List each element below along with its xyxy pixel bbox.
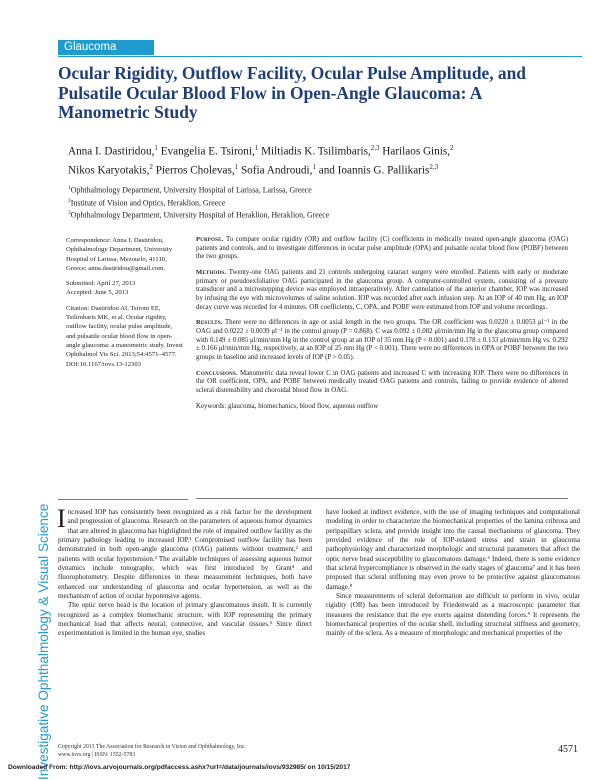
affiliation: [68, 183, 578, 196]
affiliation-sup: 1: [68, 185, 71, 191]
author-affil-sup: 2: [450, 144, 454, 152]
author-name: Sofia Androudi,: [240, 164, 313, 177]
abstract-text: To compare ocular rigidity (OR) and outflow facility (C) coefficients in medically treated open-angle glaucoma (OAG) patients and controls, and to investigate differences in ocular pulse amplitude (OPA) and pulsatile ocular blood flow (POBF) between the two groups.: [196, 236, 568, 261]
author-affil-sup: 1: [312, 163, 316, 172]
abstract-text: Manometric data reveal lower C in OAG patients and increased C with increasing IOP. There were no differences in the OR coefficient, OPA, and POBF between medically treated OAG patients and controls, failing to provide evidence of altered scleral distensibility and choroidal blood flow in OAG.: [196, 369, 568, 394]
copyright-line: Copyright 2013 The Association for Research in Vision and Ophthalmology, Inc.: [58, 744, 246, 750]
author-affil-sup: 2,3: [429, 163, 439, 172]
affiliation-text: Ophthalmology Department, University Hospital of Heraklion, Heraklion, Greece: [70, 210, 330, 220]
citation: Citation: Dastiridou AI, Tsironi EE, Tsilimbaris MK, et al. Ocular rigidity, outflow facility, ocular pulse amplitude, and pulsatile ocular blood flow in open-angle glaucoma: a manometric study. Invest Ophthalmol Vis Sci. 2013;54:4571–4577. DOI:10.1167/iovs.13-12303: [66, 304, 183, 368]
affiliation-text: Institute of Vision and Optics, Heraklion, Greece: [70, 198, 226, 208]
body-divider: [58, 499, 188, 500]
author-name: Pierros Cholevas,: [155, 164, 235, 177]
paragraph-text: ncreased IOP has consistently been recognized as a risk factor for the development and progression of glaucoma. Research on the parameters of aqueous humor dynamics that are altered in glaucoma has highlighted the role of impaired outflow facility as the primary pathology leading to increased IOP.¹ Compromised outflow facility has been demonstrated in both open-angle glaucoma (OAG) patients without treatment,² and patients with ocular hypertension.³ The available techniques of assessing aqueous humor dynamics include tonography, which was first introduced by Grant⁴ and fluorophotometry. Despite differences in these measurement techniques, both have enhanced our understanding of glaucoma and ocular hypertension, as well as the mechanism of action of ocular hypotensive agents.: [58, 508, 312, 601]
abstract-label: Conclusions.: [196, 369, 238, 377]
page-number: 4571: [558, 744, 578, 755]
drop-cap: I: [57, 504, 66, 533]
author-name: Anna I. Dastiridou,: [68, 145, 155, 158]
abstract-text: There were no differences in age or axial length in the two groups. The OR coefficient was 0.0220 ± 0.0053 μl⁻¹ in the OAG and 0.0222 ± 0.0039 μl⁻¹ in the control group (P = 0.868). C was 0.092 ± 0.082 μl/min/mm Hg in the glaucoma group compared with 0.149 ± 0.085 μl/min/mm Hg in the control group at an IOP of 35 mm Hg (P < 0.001) and 0.178 ± 0.133 μl/min/mm Hg vs. 0.292 ± 0.166 μl/min/mm Hg, respectively, at an IOP of 25 mm Hg (P < 0.001). There were no differences in OPA or POBF between the two groups in baseline and increased levels of IOP (P > 0.05).: [196, 319, 568, 361]
journal-spine-title: Investigative Ophthalmology & Visual Science: [36, 503, 51, 780]
keywords: Keywords: glaucoma, biomechanics, blood flow, aqueous outflow: [196, 402, 379, 410]
affiliation: [68, 208, 578, 221]
issn-line: www.iovs.org | ISSN: 1552-5783: [58, 751, 136, 758]
body-paragraph: have looked at indirect evidence, with the use of imaging techniques and computational modeling in order to characterize the biomechanical properties of the lamina cribrosa and peripapillary sclera, and provide insight into the causal mechanisms of glaucoma. They provided evidence of the role of IOP-related stress and strain in glaucoma pathophysiology and characterized morphologic and structural parameters that affect the optic nerve head susceptibility to glaucomatous damage.⁶ Indeed, there is some evidence that scleral hypercompliance is observed in the early stages of glaucoma⁷ and it has been proposed that scleral stiffening may even prove to be protective against glaucomatous damage.⁸: [326, 508, 580, 591]
affiliation-list: [68, 183, 578, 221]
author-affil-sup: 2,3: [370, 144, 380, 152]
abstract-conclusions: [196, 370, 568, 396]
author-name: Miltiadis K. Tsilimbaris,: [261, 145, 371, 158]
abstract-text: Twenty-one OAG patients and 21 controls undergoing cataract surgery were enrolled. Patients with early or moderate primary or pseudoexfoliative OAG participated in the glaucoma group. A computer-controlled system, consisting of a pressure transducer and a microstepping device was employed intraoperatively. After cannulation of the anterior chamber, IOP was increased by infusing the eye with microvolumes of saline solution. IOP was recorded after each infusion step. At an IOP of 40 mm Hg, an IOP decay curve was recorded for 4 minutes. OR coefficients, C, OPA, and POBF were estimated from IOP and volume recordings.: [196, 268, 568, 311]
author-list: [68, 141, 578, 179]
article-metadata-sidebar: [66, 236, 183, 375]
body-paragraph: [57, 504, 312, 601]
author-name: Nikos Karyotakis,: [68, 164, 150, 177]
affiliation: [68, 196, 578, 209]
author-affil-sup: 1: [234, 163, 239, 172]
article-title: Ocular Rigidity, Outflow Facility, Ocular Pulse Amplitude, and Pulsatile Ocular Blood Flow in Open-Angle Glaucoma: A Manometric Study: [58, 63, 526, 122]
author-name: and Ioannis G. Pallikaris: [318, 164, 430, 177]
body-paragraph: Since measurements of scleral deformation are difficult to perform in vivo, ocular rigidity (OR) has been introduced by Friedenwald as a macroscopic parameter that measures the resistance that the eye exerts against distending forces.⁹ It represents the biomechanical properties of the ocular shell, including structural stiffness and geometry, mainly of the sclera. As a measure of morphologic and mechanical properties of the: [326, 592, 580, 638]
download-notice: Downloaded From: http://iovs.arvojournals.org/pdfaccess.ashx?url=/data/journals/iovs/932985/ on 10/15/2017: [8, 764, 351, 771]
copyright-footer: [58, 744, 418, 759]
affiliation-sup: 3: [68, 210, 71, 217]
affiliation-text: Ophthalmology Department, University Hospital of Larissa, Larissa, Greece: [70, 185, 312, 195]
author-affil-sup: 1: [254, 144, 259, 152]
body-column-left: [57, 504, 312, 639]
section-band: Glaucoma: [58, 40, 154, 55]
abstract-divider: [196, 498, 568, 499]
abstract-purpose: [196, 236, 568, 262]
author-affil-sup: 2: [149, 163, 153, 172]
author-name: Evangelia E. Tsironi,: [160, 145, 255, 158]
abstract-label: Methods.: [196, 268, 227, 276]
body-paragraph: The optic nerve head is the location of primary glaucomatous insult. It is currently recognized as a complex biomechanic structure, with IOP representing the primary mechanical load that affects neural, connective, and vascular tissues.⁵ Since direct experimentation is limited in the human eye, studies: [58, 601, 312, 638]
author-affil-sup: 1: [154, 144, 158, 152]
abstract-label: Purpose.: [196, 236, 224, 243]
submitted-date: Submitted: April 27, 2013: [66, 280, 136, 288]
accepted-date: Accepted: June 5, 2013: [66, 289, 129, 297]
abstract-label: Results.: [196, 319, 223, 327]
affiliation-sup: 2: [68, 197, 71, 204]
correspondence: Correspondence: Anna I. Dastiridou, Ophthalmology Department, University Hospital of Larissa, Mezourlo, 41110, Greece; anna.dastiridou@gmail.com.: [66, 237, 173, 272]
abstract: [196, 236, 568, 418]
author-name: Harilaos Ginis,: [382, 145, 451, 158]
section-rule: [58, 56, 582, 57]
abstract-methods: [196, 269, 568, 312]
abstract-results: [196, 319, 568, 362]
body-column-right: [326, 508, 580, 639]
